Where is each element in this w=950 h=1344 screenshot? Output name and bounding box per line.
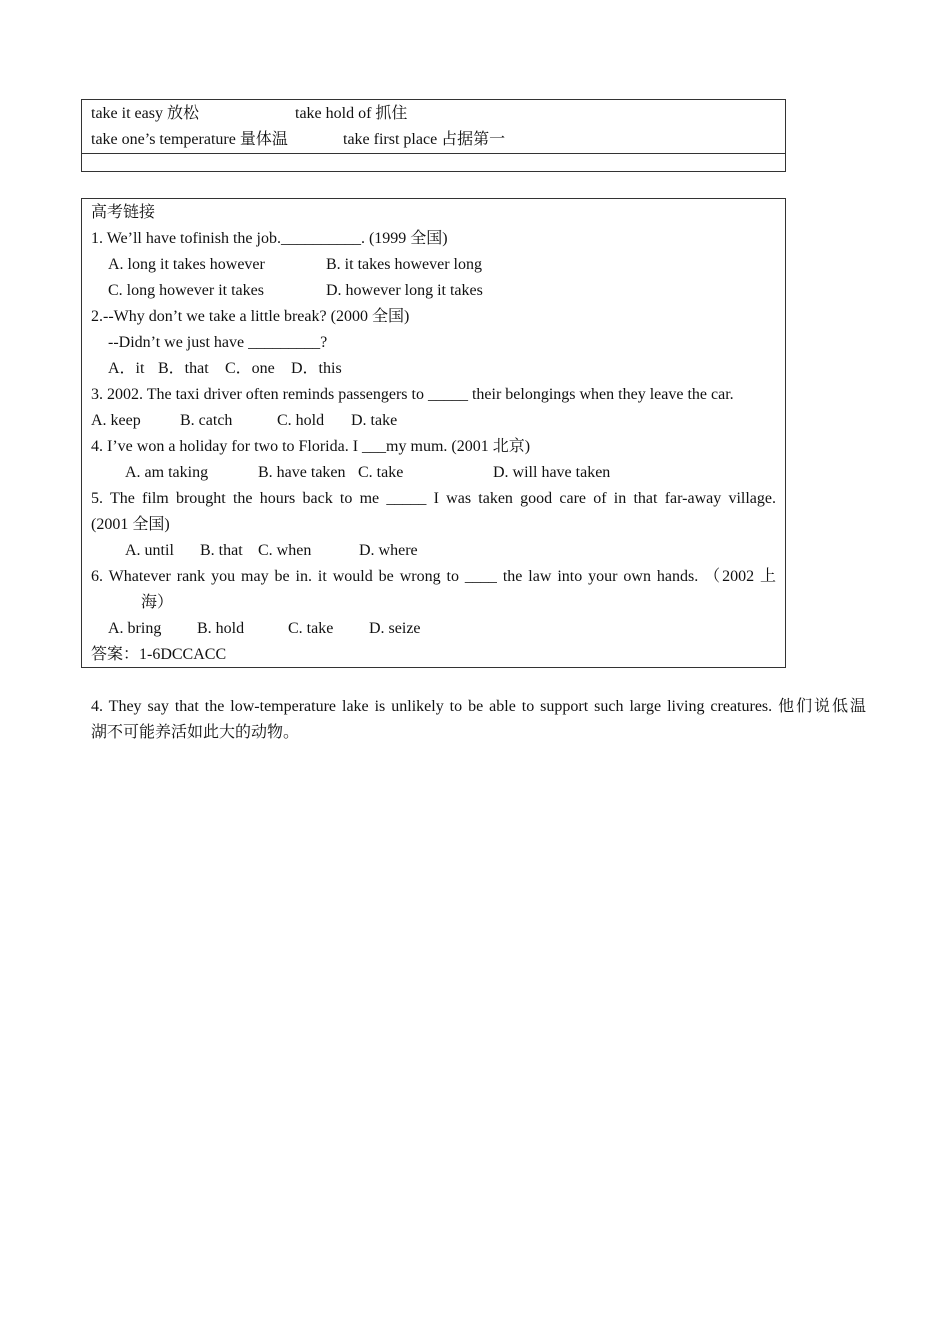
option-b: B．that (158, 360, 209, 377)
option-c: C. hold (277, 412, 325, 429)
question-2-options (91, 356, 776, 382)
question-5-stem-line2: (2001 全国) (91, 516, 170, 533)
option-c: C. when (258, 542, 312, 559)
option-b: B. it takes however long (326, 256, 482, 273)
vocab-item: take it easy 放松 (91, 105, 199, 122)
option-b: B. catch (180, 412, 233, 429)
option-d: D. will have taken (493, 464, 611, 481)
sentence-4-line1: 4. They say that the low-temperature lake is unlikely to be able to support such large living creatures. 他们说低温 (91, 698, 866, 715)
question-5-stem-line1: 5. The film brought the hours back to me _____ I was taken good care of in that far-away village. (91, 490, 776, 507)
question-1-options-row1 (91, 252, 776, 278)
option-a: A. long it takes however (108, 256, 265, 273)
option-c: C. take (358, 464, 404, 481)
question-2-line2 (91, 330, 776, 356)
option-b: B. that (200, 542, 243, 559)
section-title: 高考链接 (91, 204, 156, 221)
question-1-stem: 1. We’ll have tofinish the job.__________. (1999 全国) (91, 230, 448, 247)
option-c: C. long however it takes (108, 282, 264, 299)
option-c: C. take (288, 620, 334, 637)
option-a: A. until (125, 542, 174, 559)
question-4-stem: 4. I’ve won a holiday for two to Florida. I ___my mum. (2001 北京) (91, 438, 531, 455)
question-5-options (91, 538, 776, 564)
question-6-stem-line2 (91, 590, 776, 616)
option-b: B. hold (197, 620, 245, 637)
question-2-stem: 2.--Why don’t we take a little break? (2000 全国) (91, 308, 410, 325)
vocab-item: take one’s temperature 量体温 (91, 131, 288, 148)
vocab-item: take hold of 抓住 (295, 105, 408, 122)
option-d: D. where (359, 542, 418, 559)
option-d: D. take (351, 412, 398, 429)
vocab-row (82, 100, 785, 154)
option-a: A. am taking (125, 464, 209, 481)
option-c: C．one (225, 360, 275, 377)
option-a: A. keep (91, 412, 141, 429)
question-1-options-row2 (91, 278, 776, 304)
option-d: D．this (291, 360, 342, 377)
question-3-stem: 3. 2002. The taxi driver often reminds passengers to _____ their belongings when they leave the car. (91, 386, 734, 403)
vocab-item: take first place 占据第一 (343, 131, 506, 148)
sentence-4-line2: 湖不可能养活如此大的动物。 (91, 724, 300, 741)
gaokao-box (81, 198, 786, 668)
question-6-stem-tail: 海） (141, 594, 174, 611)
answer-key: 答案：1-6DCCACC (91, 646, 227, 663)
option-b: B. have taken (258, 464, 346, 481)
question-2-reply: --Didn’t we just have _________? (108, 334, 328, 351)
sentence-4 (91, 694, 866, 746)
question-6-options (91, 616, 776, 642)
vocab-table (81, 99, 786, 172)
question-6-stem-line1: 6. Whatever rank you may be in. it would be wrong to ____ the law into your own hands. （2002 上 (91, 568, 776, 585)
option-a: A. bring (108, 620, 162, 637)
option-d: D. seize (369, 620, 421, 637)
option-d: D. however long it takes (326, 282, 483, 299)
question-4-options (91, 460, 776, 486)
question-3-options (91, 408, 776, 434)
option-a: A．it (108, 360, 145, 377)
